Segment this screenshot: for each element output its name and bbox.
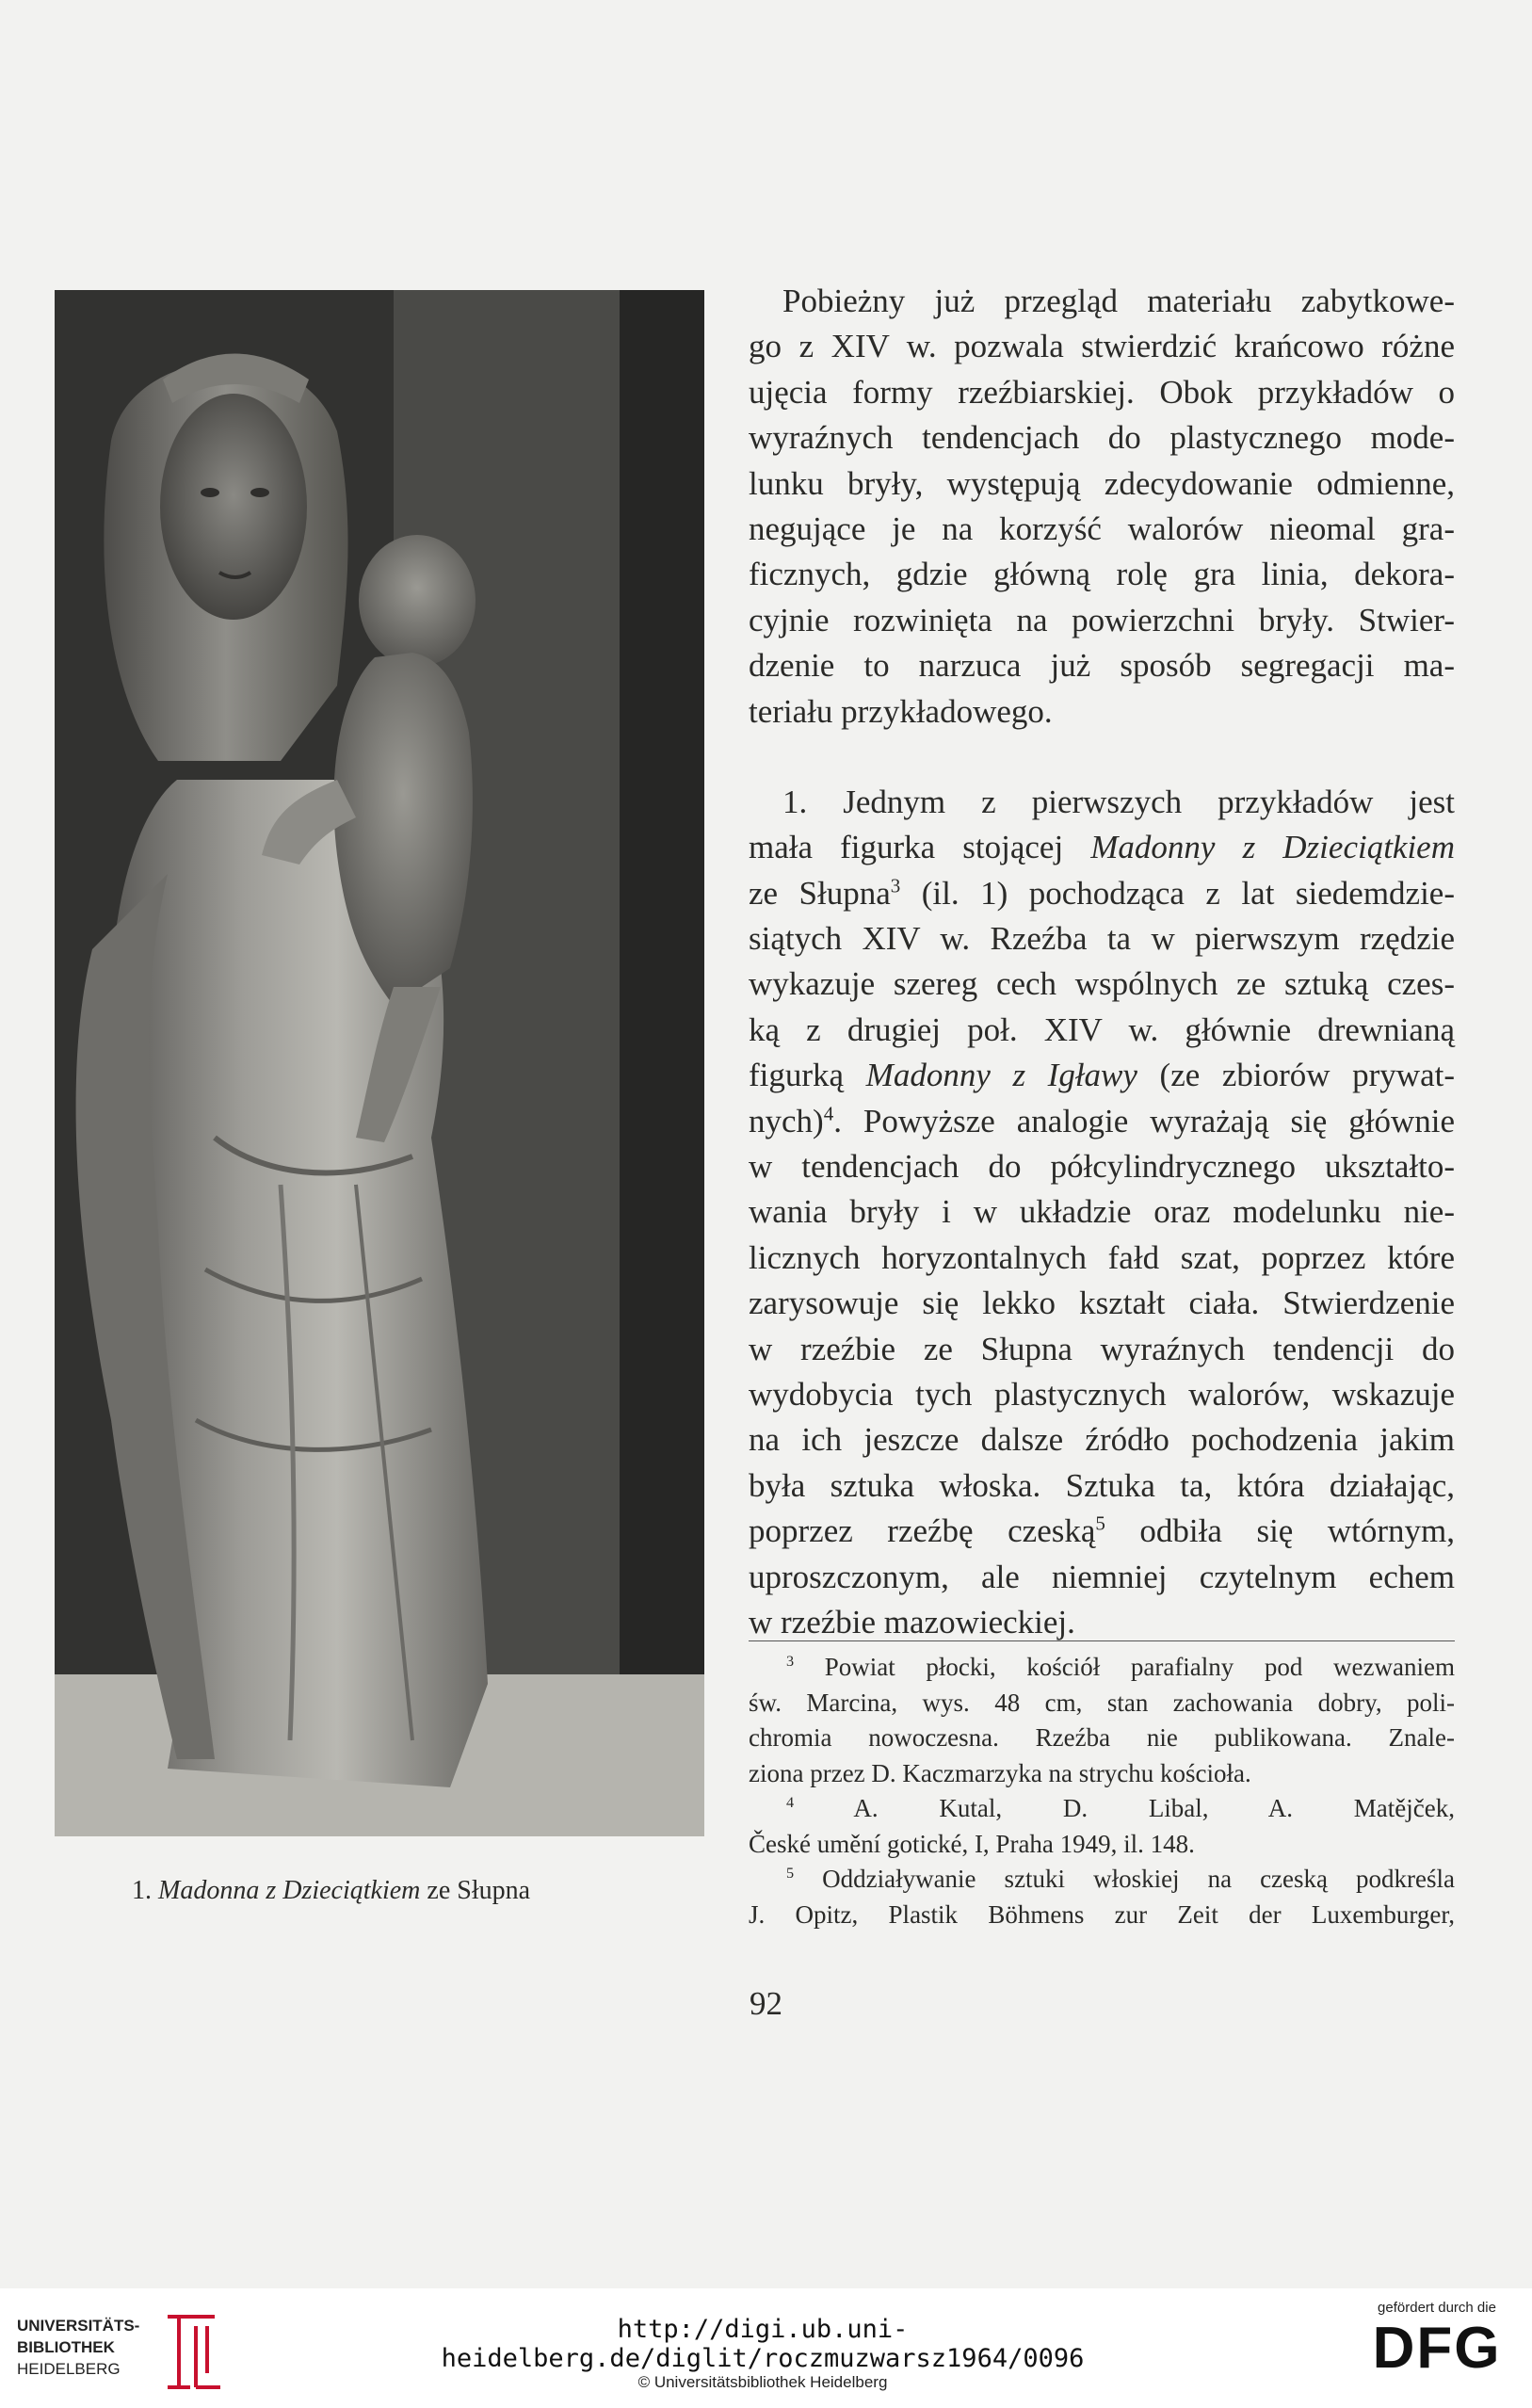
dfg-logo-text: DFG [1372, 2316, 1502, 2381]
text-line: w rzeźbie ze Słupna wyraźnych tendencji do [749, 1330, 1455, 1367]
text-line: w rzeźbie mazowieckiej. [749, 1603, 1075, 1640]
text-line: 1. Jednym z pierwszych przykładów jest [782, 783, 1455, 820]
text-line: ficznych, gdzie główną rolę gra linia, dekora- [749, 556, 1455, 593]
text-line: na ich jeszcze dalsze źródło pochodzenia jakim [749, 1421, 1455, 1459]
text-line: teriału przykładowego. [749, 692, 1053, 730]
text-line: uproszczonym, ale niemniej czytelnym echem [749, 1558, 1455, 1595]
text-line: negujące je na korzyść walorów nieomal gra- [749, 509, 1455, 547]
footnote-line: ziona przez D. Kaczmarzyka na strychu kościoła. [749, 1758, 1251, 1787]
text-line: zarysowuje się lekko kształt ciała. Stwierdzenie [749, 1285, 1455, 1322]
footnote-4: $^4$ A. Kutal, D. Libal, A. Matějček, [786, 1794, 1455, 1822]
body-text [749, 279, 1455, 1645]
text-line: siątych XIV w. Rzeźba ta w pierwszym rzędzie [749, 920, 1455, 958]
document-url-link[interactable]: http://digi.ub.uni-heidelberg.de/diglit/roczmuzwarsz1964/0096 [441, 2315, 1085, 2373]
dfg-funding-label: gefördert durch die [1378, 2300, 1496, 2316]
footnote-3: $^3$ Powiat płocki, kościół parafialny pod wezwaniem [786, 1653, 1455, 1681]
text-line: poprzez rzeźbę czeską$^5$ odbiła się wtórnym, [749, 1511, 1455, 1550]
text-line: cyjnie rozwinięta na powierzchni bryły. Stwier- [749, 601, 1455, 638]
madonna-photograph [55, 290, 704, 1836]
text-line: ką z drugiej poł. XIV w. głównie drewnianą [749, 1010, 1455, 1048]
text-line: dzenie to narzuca już sposób segregacji ma- [749, 647, 1455, 685]
figure-caption [132, 1876, 716, 1906]
footnote-line: České umění gotické, I, Praha 1949, il. 148. [749, 1829, 1195, 1858]
text-line: licznych horyzontalnych fałd szat, poprzez które [749, 1238, 1455, 1276]
library-footer [0, 2288, 1532, 2408]
text-line: figurką Madonny z Igławy (ze zbiorów prywat- [749, 1057, 1455, 1094]
text-line: mała figurka stojącej Madonny z Dzieciątkiem [749, 829, 1455, 866]
library-emblem-icon [158, 2307, 226, 2392]
text-line: ze Słupna$^3$ (il. 1) pochodząca z lat siedemdzie- [749, 874, 1455, 912]
text-line: ujęcia formy rzeźbiarskiej. Obok przykładów o [749, 373, 1455, 411]
caption-number: 1. [132, 1876, 158, 1905]
page-number: 92 [750, 1985, 782, 2022]
caption-title: Madonna z Dzieciątkiem [158, 1876, 421, 1905]
text-line: go z XIV w. pozwala stwierdzić krańcowo różne [749, 328, 1455, 365]
footnote-ref-4: 4 [823, 1101, 834, 1124]
text-line: wykazuje szereg cech wspólnych ze sztuką czes- [749, 965, 1455, 1003]
dfg-logo[interactable] [1319, 2300, 1508, 2399]
text-line: wydobycia tych plastycznych walorów, wskazuje [749, 1375, 1455, 1413]
footnote-divider [749, 1640, 1455, 1641]
footnote-line: chromia nowoczesna. Rzeźba nie publikowana. Znale- [749, 1723, 1455, 1752]
text-line: w tendencjach do półcylindrycznego ukształto- [749, 1148, 1455, 1186]
footnote-line: J. Opitz, Plastik Böhmens zur Zeit der Luxemburger, [749, 1899, 1455, 1929]
caption-place: ze Słupna [420, 1876, 531, 1905]
text-line: nych)$^4$. Powyższe analogie wyrażają się głównie [749, 1101, 1455, 1139]
text-line: wania bryły i w układzie oraz modelunku nie- [749, 1193, 1455, 1231]
text-line: wyraźnych tendencjach do plastycznego mode- [749, 419, 1455, 457]
footnote-line: św. Marcina, wys. 48 cm, stan zachowania dobry, poli- [749, 1688, 1455, 1717]
footnote-ref-3: 3 [890, 874, 901, 897]
text-line: była sztuka włoska. Sztuka ta, która działając, [749, 1466, 1455, 1504]
text-line: lunku bryły, występują zdecydowanie odmienne, [749, 464, 1455, 502]
library-logo-text: UNIVERSITÄTS- BIBLIOTHEK HEIDELBERG [17, 2317, 140, 2378]
sculpture-illustration [55, 290, 704, 1836]
footnotes [749, 1650, 1455, 1932]
copyright-notice: © Universitätsbibliothek Heidelberg [637, 2373, 888, 2391]
text-line: Pobieżny już przegląd materiału zabytkowe- [782, 283, 1455, 319]
footnote-ref-5: 5 [1095, 1511, 1105, 1535]
footnote-5: $^5$ Oddziaływanie sztuki włoskiej na czeską podkreśla [786, 1865, 1455, 1893]
library-logo[interactable] [17, 2307, 234, 2392]
